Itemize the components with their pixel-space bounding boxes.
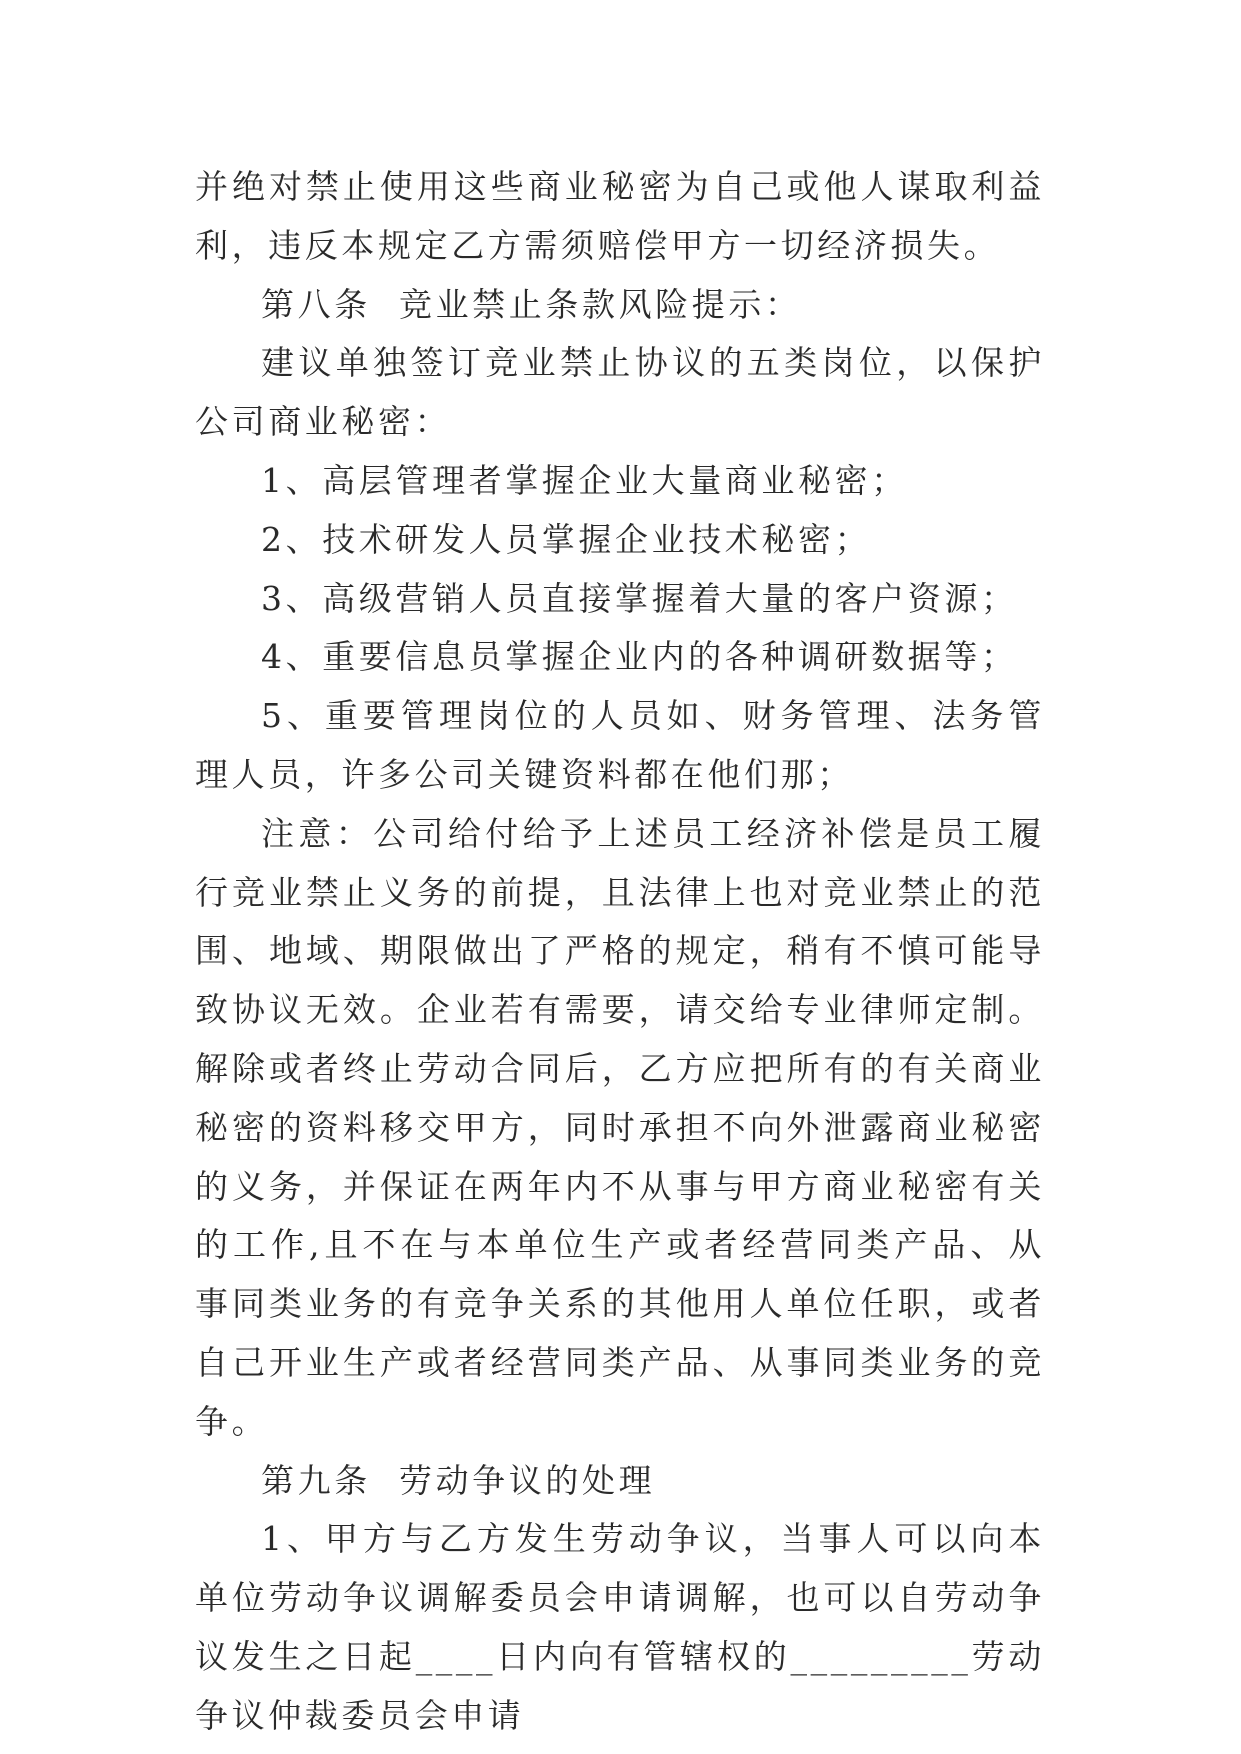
- paragraph-dispute-1: 1、甲方与乙方发生劳动争议，当事人可以向本单位劳动争议调解委员会申请调解，也可以自劳动争议发生之日起____日内向有管辖权的_________劳动争议仲裁委员会申请: [195, 1519, 1045, 1735]
- article-9-heading: 第九条 劳动争议的处理: [261, 1460, 656, 1500]
- list-item-3: 3、高级营销人员直接掌握着大量的客户资源；: [261, 578, 1018, 618]
- paragraph-note: 注意：公司给付给予上述员工经济补偿是员工履行竞业禁止义务的前提，且法律上也对竞业禁止的范围、地域、期限做出了严格的规定，稍有不慎可能导致协议无效。企业若有需要，请交给专业律师定制。 解除或者终止劳动合同后，乙方应把所有的有关商业秘密的资料移交甲方，同时承担不向外泄露商业秘密的义务，并保证在两年内不从事与甲方商业秘密有关的工作,且不在与本单位生产或者经营同类产品、从事同类业务的有竞争关系的其他用人单位任职，或者自己开业生产或者经营同类产品、从事同类业务的竞争。: [195, 813, 1060, 1441]
- list-item-5: 5、重要管理岗位的人员如、财务管理、法务管理人员，许多公司关键资料都在他们那；: [195, 696, 1045, 794]
- paragraph-five-positions: 建议单独签订竞业禁止协议的五类岗位，以保护公司商业秘密：: [195, 343, 1045, 442]
- list-item-4: 4、重要信息员掌握企业内的各种调研数据等；: [261, 637, 1018, 677]
- article-8-heading: 第八条 竞业禁止条款风险提示：: [261, 284, 802, 324]
- document-body: [195, 158, 1060, 1746]
- list-item-2: 2、技术研发人员掌握企业技术秘密；: [261, 519, 872, 559]
- paragraph-confidentiality-end: 并绝对禁止使用这些商业秘密为自己或他人谋取利益利，违反本规定乙方需须赔偿甲方一切经济损失。: [195, 167, 1045, 265]
- list-item-1: 1、高层管理者掌握企业大量商业秘密；: [261, 460, 908, 500]
